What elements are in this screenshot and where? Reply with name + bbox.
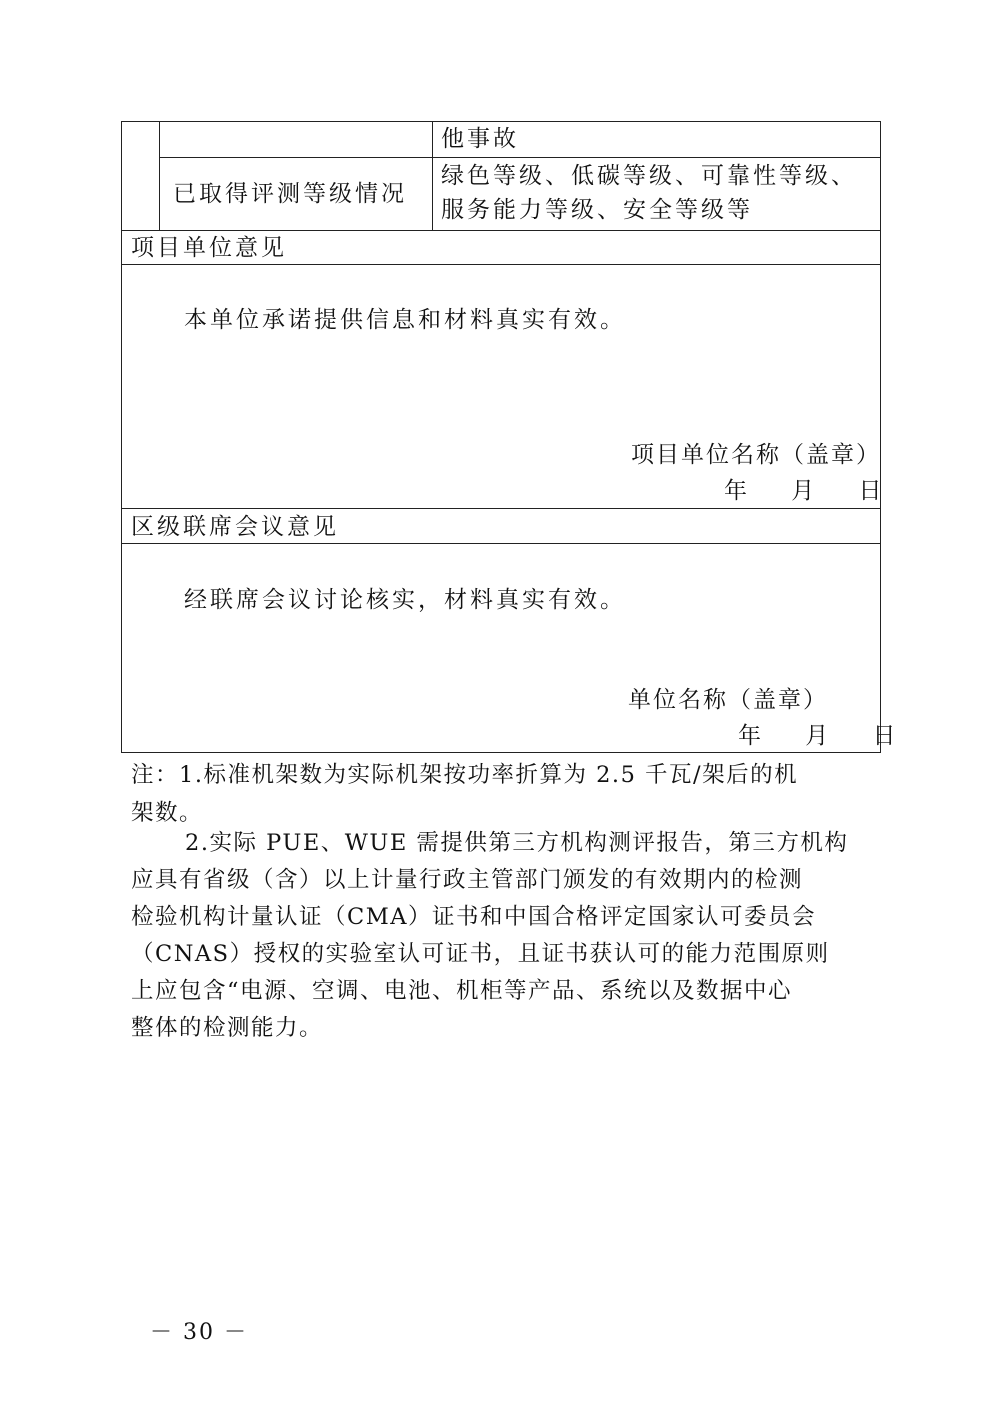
- note-line-4: 应具有省级（含）以上计量行政主管部门颁发的有效期内的检测: [131, 867, 804, 893]
- project-unit-date-label: 年 月 日: [724, 478, 885, 504]
- note-line-8: 整体的检测能力。: [131, 1015, 324, 1041]
- table-cell-rating-label: 已取得评测等级情况: [173, 181, 407, 207]
- note-line-5: 检验机构计量认证（CMA）证书和中国合格评定国家认可委员会: [131, 904, 817, 930]
- project-unit-commitment-text: 本单位承诺提供信息和材料真实有效。: [184, 307, 626, 333]
- page-number: － 30 －: [150, 1320, 248, 1345]
- note-line-3: 2.实际 PUE、WUE 需提供第三方机构测评报告，第三方机构: [185, 830, 849, 856]
- table-cell-rating-value-line1: 绿色等级、低碳等级、可靠性等级、: [441, 163, 857, 189]
- table-divider-left: [159, 121, 160, 231]
- note-line-2: 架数。: [131, 800, 204, 826]
- district-unit-signature-label: 单位名称（盖章）: [628, 687, 828, 713]
- table-cell-rating-value-line2: 服务能力等级、安全等级等: [441, 197, 753, 223]
- section-header-project-unit-opinion: 项目单位意见: [131, 235, 287, 261]
- note-line-6: （CNAS）授权的实验室认可证书，且证书获认可的能力范围原则: [131, 941, 830, 967]
- district-unit-date-label: 年 月 日: [738, 723, 899, 749]
- note-line-7: 上应包含“电源、空调、电池、机柜等产品、系统以及数据中心: [131, 978, 793, 1004]
- project-unit-signature-label: 项目单位名称（盖章）: [631, 442, 881, 468]
- note-line-1: 注：1.标准机架数为实际机架按功率折算为 2.5 千瓦/架后的机: [131, 762, 799, 788]
- table-divider-middle: [432, 121, 433, 231]
- table-cell-other-incidents: 他事故: [441, 126, 519, 152]
- section-header-district-meeting-opinion: 区级联席会议意见: [131, 514, 339, 540]
- district-meeting-verification-text: 经联席会议讨论核实，材料真实有效。: [184, 587, 626, 613]
